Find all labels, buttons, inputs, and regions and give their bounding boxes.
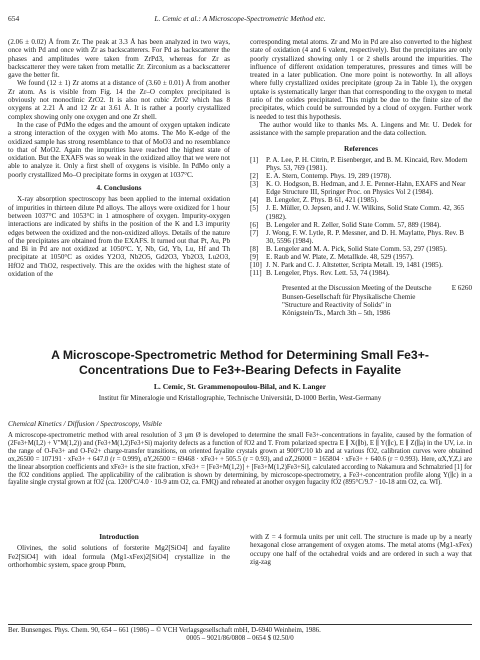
reference-item bbox=[250, 245, 472, 253]
author-institution: Institut für Mineralogie und Kristallographie, Technische Universität, D-1000 Berlin, West-Germany bbox=[98, 394, 382, 402]
reference-item bbox=[250, 221, 472, 229]
paragraph: Olivines, the solid solutions of forsterite Mg2[SiO4] and fayalite Fe2[SiO4] with ideal formula (Mg1-xFex)2[SiO4] crystallize in the orthorhombic system, space group Pbnm, bbox=[8, 544, 230, 569]
article-title: A Microscope-Spectrometric Method for Determining Small Fe3+-Concentrations Due to Fe3+-Bearing Defects in Fayalite bbox=[51, 348, 429, 377]
reference-number: [3] bbox=[250, 180, 259, 189]
running-head: L. Cemic et al.: A Microscope-Spectrometric Method etc. bbox=[154, 14, 326, 23]
paragraph: corresponding metal atoms. Zr and Mo in Pd are also converted to the highest state of oxidation (4 and 6 valent, respectively). But the precipitates are only poorly crystallized showing only 1 or 2 shells around the impurities. The influence of different oxidation temperatures, pressures and times will be treated in a later publication. One more point is noteworthy. In all alloys where fully crystallized oxides precipitate (group 2a in Table 1), the oxygen uptake is systematically larger than that corresponding to the oxygen to metal ratio of the oxides precipitated. This might be due to the finite size of the precipitates, which could be surrounded by a cloud of oxygen. Further work is needed to test this hypothesis. bbox=[250, 38, 472, 121]
page-number: 654 bbox=[8, 14, 20, 23]
reference-number: [5] bbox=[250, 204, 259, 213]
journal-citation: Ber. Bunsenges. Phys. Chem. 90, 654 – 661 (1986) – © VCH Verlagsgesellschaft mbH, D-6940 Weinheim, 1986. bbox=[8, 627, 321, 634]
reference-text: B. Lengeler, Phys. Rev. Lett. 53, 74 (1984). bbox=[266, 269, 390, 278]
note-id: E 6260 bbox=[451, 284, 472, 293]
reference-item bbox=[250, 269, 472, 277]
reference-number: [11] bbox=[250, 269, 262, 278]
reference-number: [8] bbox=[250, 244, 259, 253]
reference-item bbox=[250, 196, 472, 204]
page-footer bbox=[8, 627, 472, 643]
reference-text: B. Lengeler, Z. Phys. B 61, 421 (1985). bbox=[266, 196, 379, 205]
acknowledgement: The author would like to thanks Ms. A. Lingens and Mr. U. Dedek for assistance with the sample preparation and the data collection. bbox=[250, 120, 472, 138]
reference-item bbox=[250, 156, 472, 172]
reference-number: [4] bbox=[250, 196, 259, 205]
reference-item bbox=[250, 204, 472, 220]
article-authors: L. Cemic, St. Grammenopoulou-Bilal, and K. Langer bbox=[153, 382, 327, 391]
reference-list bbox=[250, 156, 472, 277]
section-heading: 4. Conclusions bbox=[96, 183, 142, 193]
abstract bbox=[8, 432, 472, 487]
reference-text: J. Wong, F. W. Lytle, R. P. Messner, and D. H. Maylatte, Phys. Rev. B 30, 5596 (1984). bbox=[266, 228, 464, 245]
reference-text: E. Raub and W. Plate, Z. Metallkde. 48, 529 (1957). bbox=[266, 252, 414, 261]
footer-divider bbox=[8, 624, 472, 625]
keywords: Chemical Kinetics / Diffusion / Spectroscopy, Visible bbox=[8, 419, 162, 428]
reference-item bbox=[250, 253, 472, 261]
presentation-note bbox=[250, 284, 472, 317]
paragraph: X-ray absorption spectroscopy has been applied to the internal oxidation of impurities in thirteen dilute Pd alloys. The alloys were oxidized for 1 hour between 1037°C and 1053°C in 1 atmosphere of oxygen. Impurity-oxygen interactions are indicated by shifts in the position of the K and L3 impurity edges between the oxidized and the non-oxidized alloys. Details of the nature of the precipitates are obtained from the EXAFS. It turned out that Pt, Au, Pb and Bi in Pd are not oxidized at 1050°C. Y, Nb, Gd, Yb, Lu, Hf and Th precipitate at 1050°C as oxides Y2O3, Nb2O5, Gd2O3, Yb2O3, Lu2O3, HfO2 and ThO2, respectively. This are the oxides with the highest state of oxidation of the bbox=[8, 195, 230, 279]
reference-text: B. Lengeler and R. Zeller, Solid State Comm. 57, 889 (1984). bbox=[266, 220, 442, 229]
reference-text: K. O. Hodgson, B. Hedman, and J. E. Penner-Hahn, EXAFS and Near Edge Structure III, Springer Proc. on Physics Vol 2 (1984). bbox=[266, 180, 466, 197]
reference-text: J. N. Park and C. J. Altstetter, Scripta Metall. 19, 1481 (1985). bbox=[266, 261, 443, 270]
right-column bbox=[250, 38, 472, 317]
intro-left-column bbox=[8, 528, 230, 569]
reference-text: B. Lengeler and M. A. Pick, Solid State Comm. 53, 297 (1985). bbox=[266, 244, 447, 253]
paragraph: (2.06 ± 0.02) Å from Zr. The peak at 3.3 Å has been analyzed in two ways, once with Pd and once with Zr as backscatterers. For Pd as backscatterer the phases and amplitudes were taken from ZrPd3, whereas for Zr as backscatterer they were taken from metallic Zr. Zirconium as a backscatterer gave the better fit. bbox=[8, 38, 230, 80]
references-heading: References bbox=[344, 143, 378, 153]
reference-item bbox=[250, 172, 472, 180]
reference-item bbox=[250, 261, 472, 269]
reference-item bbox=[250, 229, 472, 245]
abstract-text: A microscope-spectrometric method with areal resolution of 3 μm Ø is developed to determine the small Fe3+-concentrations in fayalite, caused by the formation of (2Fe3+M(I,2) + V''M(1,2)) and (Fe3+M(1,2)Fe3+Si) majority defects as a function of fO2 and T. From polarized spectra E ∥ X(∥b), E ∥ Y(∥c), E ∥ Z(∥a) in the UV, i.e. in the range of O-Fe3+ and O-Fe2+ charge-transfer transitions, on oriented fayalite crystals grown at 900°C/10 kb and at various fO2, calibration curves were obtained αx,26500 = 107191 · xFe3+ + 647.0 (r = 0.999), αY,26500 = 69468 · xFe3+ + 505.5 (r = 0.93), and αZ,26000 = 165804 · xFe3+ + 640.6 (r = 0.993). Here, αX,Y,Z,i are the linear absorption coefficients and xFe3+ is the site fraction, xFe3+ = [Fe3+M(1,2)] + [Fe3+M(1,2)Fe3+Si], calculated according to Nakamura and Schmalzried [1] for the fO2 conditions applied. The applicability of the calibration is shown by determining, by microscope-spectrometry, a Fe3+-concentration profile along Y(∥c) in a fayalite single crystal grown at fO2 (ca. 1200°C/4.0 · 10-9 atm O2, ca. FMQ) and reheated at another oxygen fugacity fO2 (895°C/9.7 · 10-18 atm O2, ca. WI). bbox=[8, 432, 472, 487]
footer-line bbox=[8, 627, 472, 635]
paragraph: We found (12 ± 1) Zr atoms at a distance of (3.60 ± 0.01) Å from another Zr atom. As is visible from Fig. 14 the Zr–O complex precipitated is obviously not monoclinic ZrO2. It is also not cubic ZrO2 which has 8 oxygens at 2.21 Å and 12 Zr at 3.61 Å. It is rather a poorly crystallized complex showing only one oxygen and one Zr shell. bbox=[8, 79, 230, 121]
section-heading: Introduction bbox=[99, 532, 139, 541]
reference-text: J. E. Müller, O. Jepsen, and J. W. Wilkins, Solid State Comm. 42, 365 (1982). bbox=[266, 204, 465, 221]
note-text: Presented at the Discussion Meeting of the Deutsche Bunsen-Gesellschaft für Physikalische Chemie "Structure and Reactivity of Solids" in Königstein/Ts., March 3th – 5th, 1986 bbox=[282, 284, 432, 318]
paragraph: with Z = 4 formula units per unit cell. The structure is made up by a nearly hexagonal close arrangement of oxygen atoms. The metal atoms (Mg1-xFex) occupy one half of the octahedral voids and are ordered in such a way that zig-zag bbox=[250, 533, 472, 566]
reference-text: E. A. Stern, Contemp. Phys. 19, 289 (1978). bbox=[266, 172, 392, 181]
reference-number: [7] bbox=[250, 228, 259, 237]
reference-number: [6] bbox=[250, 220, 259, 229]
reference-number: [10] bbox=[250, 261, 262, 270]
reference-number: [2] bbox=[250, 172, 259, 181]
reference-text: P. A. Lee, P. H. Citrin, P. Eisenberger, and B. M. Kincaid, Rev. Modern Phys. 53, 769 (1981). bbox=[266, 155, 468, 172]
intro-right-column bbox=[250, 533, 472, 566]
reference-item bbox=[250, 180, 472, 196]
reference-number: [9] bbox=[250, 252, 259, 261]
reference-number: [1] bbox=[250, 155, 259, 164]
article-code: 0005 – 9021/86/0808 – 0654 $ 02.50/0 bbox=[186, 635, 294, 642]
paragraph: In the case of PdMo the edges and the amount of oxygen uptaken indicate a strong interaction of the oxygen with Mo atoms. The Mo K-edge of the oxidized sample has strong resemblance to that of MoO3 and no resemblance to that of MoO2. Again the impurities have reached the highest state of oxidation. But the EXAFS was so weak in the oxidized alloy that we were not able to analyze it. Only a first shell of oxygens is visible. In PdMo only a poorly crystallized Mo–O precipitate forms in oxygen at 1037°C. bbox=[8, 120, 230, 179]
page-header bbox=[8, 14, 472, 26]
left-column bbox=[8, 38, 230, 278]
